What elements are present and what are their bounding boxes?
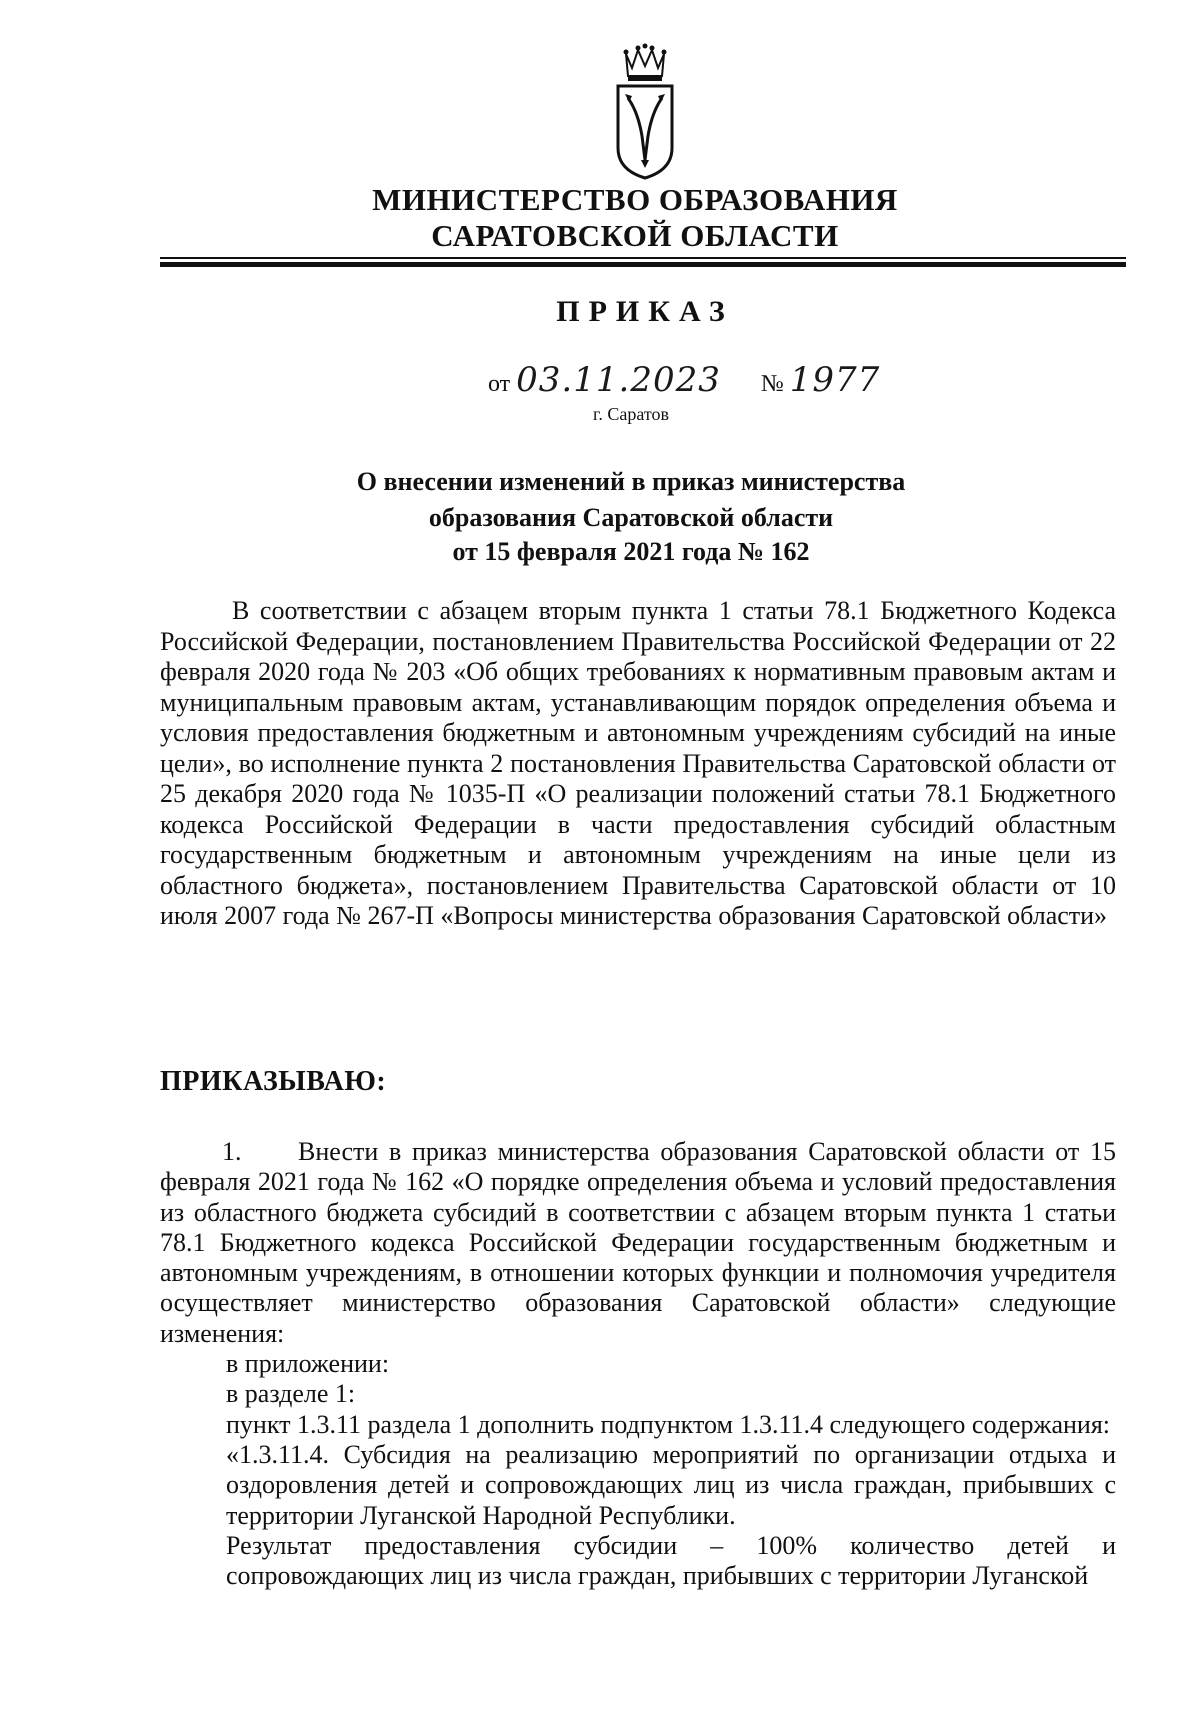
date-prefix: от	[488, 371, 511, 397]
order-number-handwritten: 1977	[789, 360, 881, 400]
item-1-block	[160, 1137, 1116, 1591]
ministry-name-line2: САРАТОВСКОЙ ОБЛАСТИ	[431, 218, 839, 253]
ministry-name-line1: МИНИСТЕРСТВО ОБРАЗОВАНИЯ	[372, 182, 898, 217]
preamble-text: В соответствии с абзацем вторым пункта 1 статьи 78.1 Бюджетного Кодекса Российской Федерации, постановлением Правительства Российской Федерации от 22 февраля 2020 года № 203 «Об общих требованиях к нормативным правовым актам и муниципальным правовым актам, устанавливающим порядок определения объема и условия предоставления бюджетным и автономным учреждениям субсидий на иные цели», во исполнение пункта 2 постановления Правительства Саратовской области от 25 декабря 2020 года № 1035-П «О реализации положений статьи 78.1 Бюджетного кодекса Российской Федерации в части предоставления субсидий областным государственным бюджетным и автономным учреждениям на иные цели из областного бюджета», постановлением Правительства Саратовской области от 10 июля 2007 года № 267-П «Вопросы министерства образования Саратовской области»	[160, 596, 1116, 930]
header-rule-thick	[160, 262, 1126, 267]
header-rule-thin	[160, 257, 1126, 259]
item-1-supplement: пункт 1.3.11 раздела 1 дополнить подпунктом 1.3.11.4 следующего содержания:	[226, 1409, 1110, 1439]
order-title: ПРИКАЗ	[556, 295, 734, 328]
item-1-paragraph	[160, 1137, 1116, 1349]
item-1-appendix: в приложении:	[226, 1349, 390, 1379]
decree-heading: ПРИКАЗЫВАЮ:	[160, 1066, 387, 1097]
subject-line1: О внесении изменений в приказ министерства	[356, 467, 906, 496]
subject-line3: от 15 февраля 2021 года № 162	[452, 537, 810, 566]
item-1-text: Внести в приказ министерства образования Саратовской области от 15 февраля 2021 года № 162 «О порядке определения объема и условий предоставления из областного бюджета субсидий в соответствии с абзацем вторым пункта 1 статьи 78.1 Бюджетного кодекса Российской Федерации государственным бюджетным и автономным учреждениям, в отношении которых функции и полномочия учредителя осуществляет министерство образования Саратовской области» следующие изменения:	[160, 1137, 1116, 1348]
item-1-section: в разделе 1:	[226, 1379, 356, 1409]
preamble-paragraph	[160, 596, 1116, 932]
subject-line2: образования Саратовской области	[428, 503, 834, 532]
saratov-coat-of-arms-icon	[612, 40, 678, 180]
item-1-subsidy: «1.3.11.4. Субсидия на реализацию мероприятий по организации отдыха и оздоровления детей и сопровождающих лиц из числа граждан, прибывших с территории Луганской Народной Республики.	[226, 1439, 1116, 1530]
city-label: г. Саратов	[593, 404, 669, 424]
item-1-number: 1.	[222, 1137, 242, 1166]
number-sign: №	[760, 371, 784, 397]
order-date-handwritten: 03.11.2023	[516, 360, 721, 400]
item-1-result: Результат предоставления субсидии – 100% количество детей и сопровождающих лиц из числа граждан, прибывших с территории Луганской	[226, 1530, 1116, 1591]
order-date-number-line	[488, 360, 880, 400]
